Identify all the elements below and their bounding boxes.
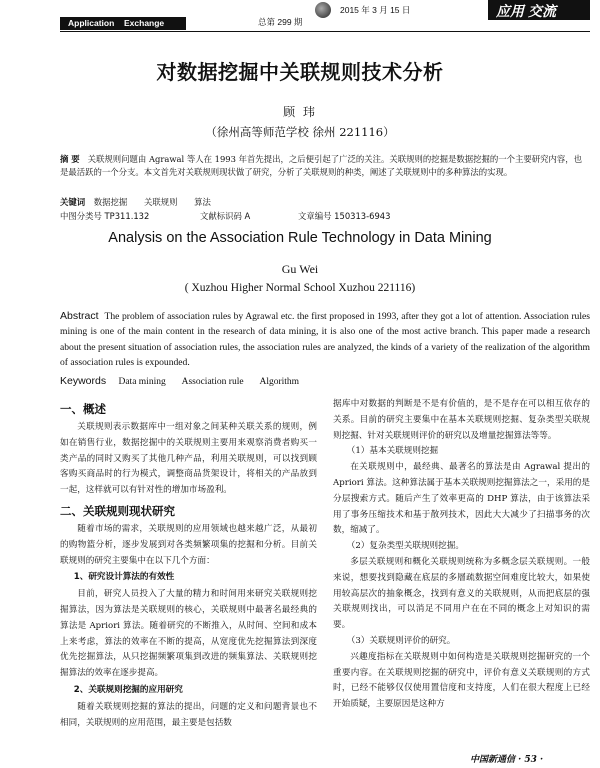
author-en: Gu Wei (281, 262, 319, 276)
body-paragraph: 在关联规则中，最经典、最著名的算法是由 Agrawal 提出的 Apriori 算法。这种算法属于基本关联规则挖掘算法之一，采用的是分层搜索方式。随后产生了效率更高的 DHP 算法，由于该算法采用了事务压缩技术和基于散列技术，因此大大减少了扫描事务的次数，缩减了。 (333, 462, 590, 536)
body-paragraph: 随着关联规则挖掘的算法的提出，问题的定义和问题背景也不相同，关联规则的应用范围，最主要是包括数 (60, 701, 317, 728)
affiliation-en: ( Xuzhou Higher Normal School Xuzhou 221116) (184, 282, 416, 294)
keyword-en: Data mining (118, 377, 166, 387)
section-tag (488, 0, 590, 20)
decorative-circle-icon (315, 2, 331, 18)
body-column-right (333, 397, 590, 713)
subsection-label: （1）基本关联规则挖掘 (346, 446, 439, 457)
article-number: 文章编号 150313-6943 (298, 211, 391, 221)
abstract-en-text: The problem of association rules by Agrawal etc. the first proposed in 1993, after they got a lot of attention. Association rules mining is one of the main content in the research of data mining, it is also one of the most active branch. This paper made a research about the present situation of association rules, the association rules are analyzed, the kinds of a variety of the realization of the algorithm of association rules is expounded. (60, 311, 590, 368)
keywords-en-label: Keywords (60, 375, 107, 387)
header-rule (60, 31, 590, 32)
band-right-label: Exchange (124, 18, 165, 28)
keywords-cn-label: 关键词 (60, 197, 86, 207)
abstract-en (60, 309, 590, 370)
paper-title-en: Analysis on the Association Rule Technology in Data Mining (108, 230, 492, 246)
body-paragraph: 随着市场的需求，关联规则的应用领域也越来越广泛，从最初的购物篮分析，逐步发展到对各类频繁项集的挖掘和分析。目前关联规则的研究主要集中在以下几个方面： (60, 523, 317, 566)
abstract-cn-text: 关联规则问题由 Agrawal 等人在 1993 年首先提出，之后便引起了广泛的关注。关联规则的挖掘是数据挖掘的一个主要研究内容，也是最活跃的一个分支。本文首先对关联规则现状做了研究，分析了关联规则的种类，阐述了关联规则中的多种算法的实现。 (60, 154, 583, 177)
abstract-en-label: Abstract (60, 310, 99, 322)
section-heading: 一、概述 (60, 402, 106, 416)
clc-number: 中图分类号 TP311.132 (60, 211, 150, 221)
subsection-heading: 1、研究设计算法的有效性 (73, 572, 175, 583)
body-paragraph: 据库中对数据的判断是不是有价值的，是不是存在可以相互依存的关系。目前的研究主要集中在基本关联规则挖掘、复杂类型关联规则挖掘、针对关联规则评价的研究以及增量挖掘算法等等。 (333, 399, 590, 441)
body-paragraph: 目前，研究人员投入了大量的精力和时间用来研究关联规则挖掘算法，因为算法是关联规则的核心，关联规则中最著名最经典的算法是 Apriori 算法。随着研究的不断推入，从时间、空间和成本上来考虑，算法的效率在不断的提高，从宽度优先挖掘算法到深度优先挖掘算法，从只挖掘频繁项集到改进的频集算法、关联规则挖掘算法的效率在逐步提高。 (60, 589, 317, 679)
author-cn: 顾 玮 (283, 105, 317, 119)
body-column-left (60, 397, 317, 731)
body-paragraph: 关联规则表示数据库中一组对象之间某种关联关系的规则，例如在销售行业，数据挖掘中的关联规则主要用来观察消费者购买一类产品的同时又购买了其他几种产品，利用关联规则，可以找到顾客购买商品时的行为模式，调整商品货架设计，将相关的产品放到一起，这样就可以有针对性的增加市场盈利。 (60, 422, 317, 496)
keywords-en (60, 375, 590, 387)
section-heading: 二、关联规则现状研究 (60, 503, 175, 518)
section-tag-2: 交流 (528, 4, 556, 20)
keyword-cn: 关联规则 (143, 197, 178, 207)
band-left-label: Application (68, 18, 115, 28)
issue-number: 总第 299 期 (258, 17, 303, 27)
abstract-cn-label: 摘 要 (60, 154, 80, 164)
issue-date: 2015 年 3 月 15 日 (340, 5, 411, 15)
page-footer: 中国新通信 · 53 · (470, 755, 544, 765)
subsection-label: （3）关联规则评价的研究。 (346, 635, 456, 646)
affiliation-cn: （徐州高等师范学校 徐州 221116） (205, 125, 395, 139)
keyword-en: Algorithm (259, 377, 300, 387)
keyword-cn: 数据挖掘 (93, 197, 128, 207)
keyword-cn: 算法 (194, 197, 211, 207)
body-paragraph: 多层关联规则和概化关联规则统称为多概念层关联规则。一般来说，想要找到隐藏在底层的多層疏数据空间难度比较大，如果使用较高层次的抽象概念，找到有意义的关联规则，从而把底层的强关联规则找出，可以消足不同用户在在不同的概念上对知识的需要。 (333, 556, 590, 631)
subsection-label: （2）复杂类型关联规则挖掘。 (346, 541, 464, 552)
document-code: 文献标识码 A (200, 211, 251, 221)
keywords-cn (60, 196, 590, 208)
body-paragraph: 兴趣度指标在关联规则中如何构造是关联规则挖掘研究的一个重要内容。在关联规则挖掘的研究中，评价有意义关联规则的方式时，已经不能够仅仅使用置信度和支持度，人们在很大程度上已经开始质疑，主要原因是这种方 (333, 651, 590, 710)
journal-section-band (60, 17, 186, 30)
section-tag-1: 应用 (496, 4, 524, 20)
paper-title-cn: 对数据挖掘中关联规则技术分析 (156, 60, 444, 84)
running-header (0, 0, 600, 36)
subsection-heading: 2、关联规则挖掘的应用研究 (73, 684, 183, 695)
abstract-cn (60, 153, 590, 179)
keyword-en: Association rule (181, 377, 244, 387)
